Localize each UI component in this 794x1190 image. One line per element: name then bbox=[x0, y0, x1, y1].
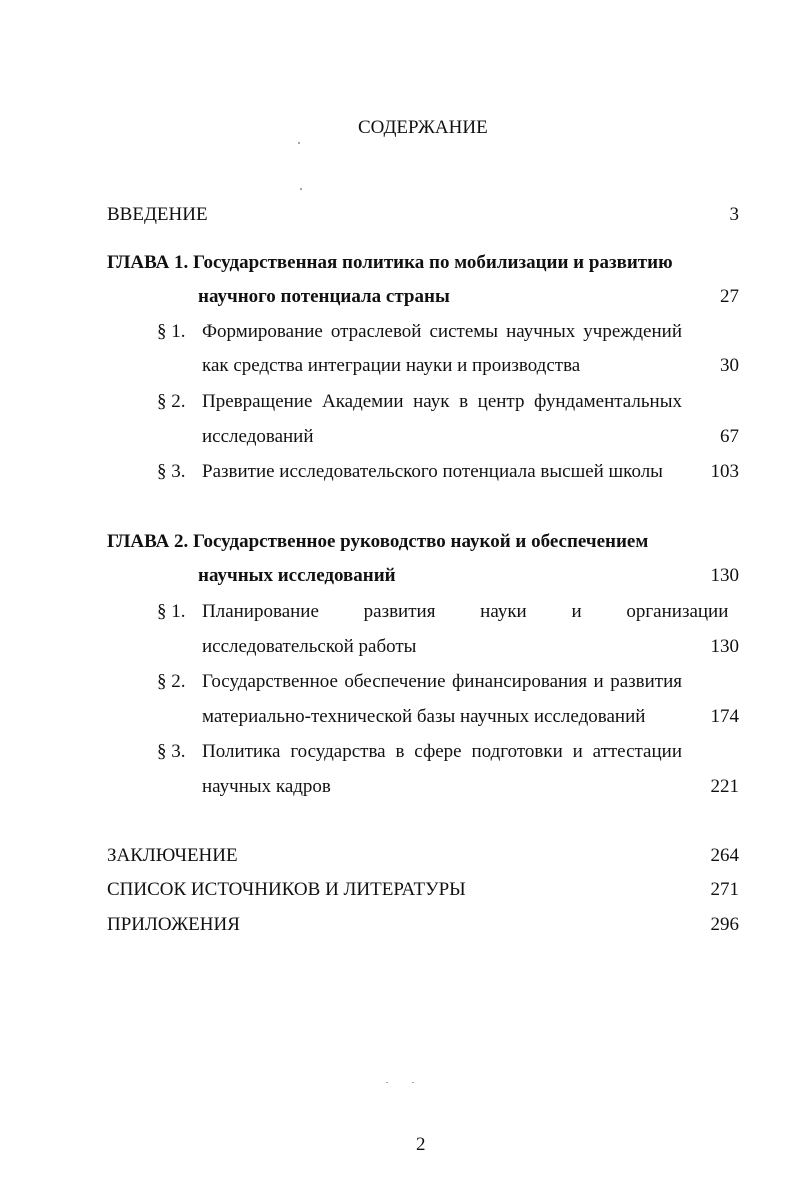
chapter1-page: 27 bbox=[720, 286, 739, 307]
chapter2-section1-page: 130 bbox=[710, 636, 739, 657]
chapter2-section3-page: 221 bbox=[710, 776, 739, 797]
chapter1-section2-number: § 2. bbox=[157, 391, 186, 412]
chapter2-heading-line2: научных исследований bbox=[198, 565, 396, 586]
toc-entry-sources-label: СПИСОК ИСТОЧНИКОВ И ЛИТЕРАТУРЫ bbox=[107, 879, 466, 900]
chapter1-section2-line1: Превращение Академии наук в центр фундаментальных bbox=[202, 391, 682, 412]
toc-entry-intro-label: ВВЕДЕНИЕ bbox=[107, 204, 208, 225]
chapter1-section3-line1: Развитие исследовательского потенциала высшей школы bbox=[202, 461, 663, 482]
toc-entry-appendix-page: 296 bbox=[710, 914, 739, 935]
chapter1-section1-line1: Формирование отраслевой системы научных учреждений bbox=[202, 321, 682, 342]
toc-title: СОДЕРЖАНИЕ bbox=[358, 117, 488, 138]
chapter2-section1-line2: исследовательской работы bbox=[202, 636, 417, 657]
scan-speck bbox=[298, 142, 300, 144]
chapter2-page: 130 bbox=[710, 565, 739, 586]
chapter1-section3-number: § 3. bbox=[157, 461, 186, 482]
chapter2-section3-number: § 3. bbox=[157, 741, 186, 762]
chapter1-section1-page: 30 bbox=[720, 355, 739, 376]
chapter1-heading-line2: научного потенциала страны bbox=[198, 286, 450, 307]
scan-speck bbox=[386, 1082, 388, 1083]
chapter1-heading-line1: ГЛАВА 1. Государственная политика по мобилизации и развитию bbox=[107, 252, 673, 273]
chapter2-section2-page: 174 bbox=[710, 706, 739, 727]
scan-speck bbox=[300, 188, 302, 190]
chapter2-section3-line1: Политика государства в сфере подготовки и аттестации bbox=[202, 741, 682, 762]
toc-entry-sources-page: 271 bbox=[710, 879, 739, 900]
chapter2-section1-number: § 1. bbox=[157, 601, 186, 622]
toc-entry-intro-page: 3 bbox=[729, 204, 739, 225]
chapter1-section1-number: § 1. bbox=[157, 321, 186, 342]
scan-speck bbox=[412, 1082, 414, 1083]
toc-entry-appendix-label: ПРИЛОЖЕНИЯ bbox=[107, 914, 240, 935]
toc-entry-conclusion-page: 264 bbox=[710, 845, 739, 866]
chapter2-section2-line2: материально-технической базы научных исследований bbox=[202, 706, 646, 727]
chapter2-section3-line2: научных кадров bbox=[202, 776, 331, 797]
chapter2-section1-line1: Планирование развития науки и организации bbox=[202, 601, 729, 622]
chapter1-section2-line2: исследований bbox=[202, 426, 314, 447]
toc-entry-conclusion-label: ЗАКЛЮЧЕНИЕ bbox=[107, 845, 238, 866]
chapter2-section2-number: § 2. bbox=[157, 671, 186, 692]
chapter2-heading-line1: ГЛАВА 2. Государственное руководство наукой и обеспечением bbox=[107, 531, 649, 552]
chapter1-section2-page: 67 bbox=[720, 426, 739, 447]
chapter2-section2-line1: Государственное обеспечение финансирования и развития bbox=[202, 671, 682, 692]
chapter1-section1-line2: как средства интеграции науки и производства bbox=[202, 355, 581, 376]
chapter1-section3-page: 103 bbox=[710, 461, 739, 482]
page-number: 2 bbox=[416, 1134, 426, 1155]
